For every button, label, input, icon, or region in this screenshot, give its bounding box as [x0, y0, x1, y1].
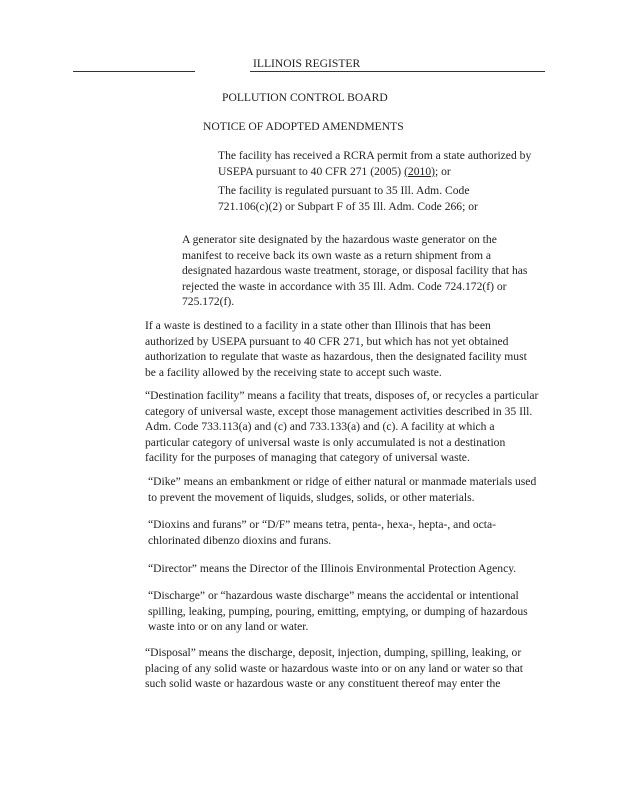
text-line: to prevent the movement of liquids, sludges, solids, or other materials.: [148, 490, 475, 504]
text-line: 721.106(c)(2) or Subpart F of 35 Ill. Adm. Code 266; or: [218, 199, 478, 213]
text-line: If a waste is destined to a facility in a state other than Illinois that has been: [145, 319, 491, 332]
text-line: “Disposal” means the discharge, deposit, injection, dumping, spilling, leaking, or: [145, 646, 522, 659]
text-line: authorization to regulate that waste as hazardous, then the designated facility must: [145, 350, 527, 364]
text-line: chlorinated dibenzo dioxins and furans.: [148, 533, 332, 547]
definition-discharge: [148, 588, 528, 635]
text-line: authorized by USEPA pursuant to 40 CFR 271, but which has not yet obtained: [145, 334, 509, 348]
text-line: “Dike” means an embankment or ridge of either natural or manmade materials used: [148, 475, 537, 488]
text-line: waste into or on any land or water.: [148, 620, 309, 634]
notice-title: NOTICE OF ADOPTED AMENDMENTS: [203, 120, 404, 133]
paragraph-rcra-permit: [218, 148, 531, 179]
text-line: “Discharge” or “hazardous waste discharge” means the accidental or intentional: [148, 589, 519, 602]
text-line: category of universal waste, except those management activities described in 35 Ill.: [145, 404, 533, 418]
text-line: rejected the waste in accordance with 35 Ill. Adm. Code 724.172(f) or: [182, 279, 507, 293]
text-line: Adm. Code 733.113(a) and (c) and 733.133(a) and (c). A facility at which a: [145, 420, 495, 434]
text-line: spilling, leaking, pumping, pouring, emitting, emptying, or dumping of hazardous: [148, 604, 528, 618]
text-line: “Dioxins and furans” or “D/F” means tetra, penta-, hexa-, hepta-, and octa-: [148, 518, 496, 531]
paragraph-regulated: [218, 183, 478, 214]
text-segment: USEPA pursuant to 40 CFR 271 (2005): [218, 164, 405, 178]
agency-title: POLLUTION CONTROL BOARD: [222, 91, 388, 104]
text-line: be a facility allowed by the receiving state to accept such waste.: [145, 365, 442, 379]
paragraph-generator-site: [182, 232, 527, 310]
register-title: ILLINOIS REGISTER: [253, 57, 361, 70]
text-line: manifest to receive back its own waste as a return shipment from a: [182, 248, 492, 262]
text-line: placing of any solid waste or hazardous waste into or on any land or water so that: [145, 661, 523, 675]
inserted-text: (2010): [404, 164, 435, 178]
definition-disposal: [145, 645, 523, 692]
text-line: “Destination facility” means a facility that treats, disposes of, or recycles a particular: [145, 389, 539, 402]
text-line: The facility has received a RCRA permit from a state authorized by: [218, 149, 532, 162]
text-segment: ; or: [434, 164, 451, 178]
definition-destination-facility: [145, 388, 538, 466]
text-line: A generator site designated by the hazardous waste generator on the: [182, 233, 497, 246]
text-line: facility for the purposes of managing that category of universal waste.: [145, 451, 470, 465]
text-line: such solid waste or hazardous waste or any constituent thereof may enter the: [145, 677, 501, 691]
header-rule-right: [250, 71, 545, 72]
text-line: [218, 164, 531, 180]
definition-director: [148, 561, 516, 577]
text-line: “Director” means the Director of the Illinois Environmental Protection Agency.: [148, 562, 517, 575]
text-line: The facility is regulated pursuant to 35 Ill. Adm. Code: [218, 184, 470, 197]
text-line: designated hazardous waste treatment, storage, or disposal facility that has: [182, 264, 528, 278]
header-rule-left: [73, 71, 195, 72]
paragraph-other-state: [145, 318, 527, 380]
text-line: 725.172(f).: [182, 295, 235, 309]
definition-dike: [148, 474, 536, 505]
definition-dioxins: [148, 517, 496, 548]
text-line: particular category of universal waste is only accumulated is not a destination: [145, 435, 506, 449]
